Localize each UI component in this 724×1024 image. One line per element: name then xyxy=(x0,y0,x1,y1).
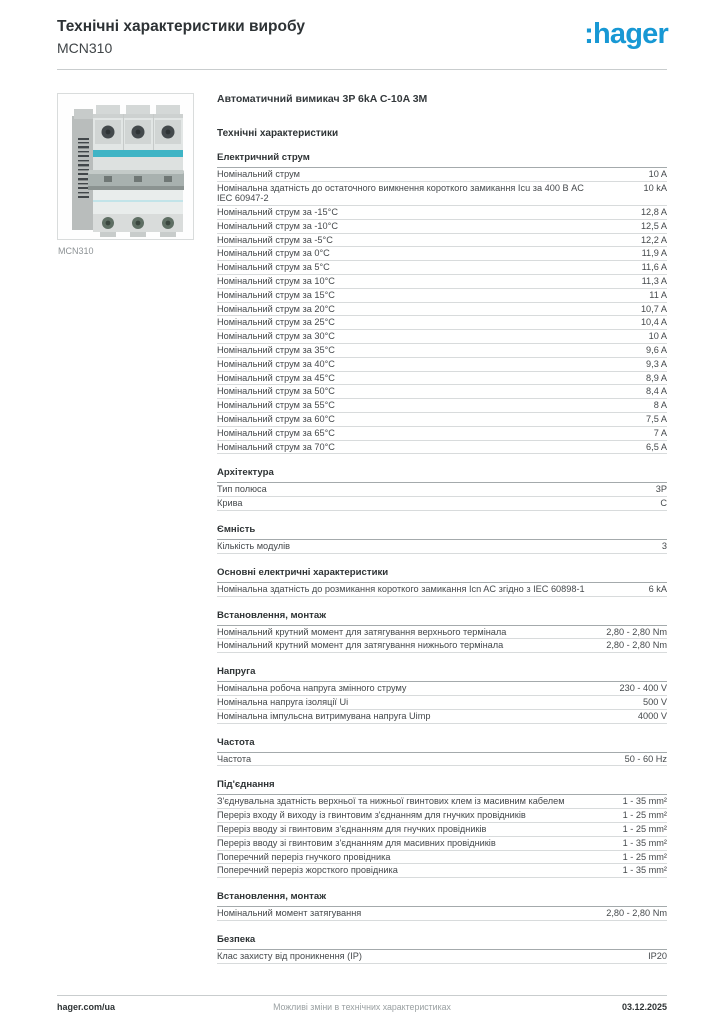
spec-row-label: Номінальний струм за 5°C xyxy=(217,262,330,273)
spec-row-label: Номінальний струм за -15°C xyxy=(217,207,338,218)
spec-row-value: 1 - 35 mm² xyxy=(622,865,667,876)
spec-row-label: Кількість модулів xyxy=(217,541,291,552)
spec-row xyxy=(217,583,667,597)
spec-row-label: Поперечний переріз гнучкого провідника xyxy=(217,851,391,862)
spec-row-label: Переріз вводу зі гвинтовим з'єднанням для гнучких провідників xyxy=(217,824,487,834)
spec-row xyxy=(217,316,667,330)
spec-row xyxy=(217,247,667,261)
spec-row-label: Номінальна напруга ізоляції Ui xyxy=(217,697,349,708)
spec-row-value: 10 A xyxy=(648,331,667,342)
spec-row xyxy=(217,372,667,386)
spec-row xyxy=(217,864,667,878)
spec-row-value: 12,8 A xyxy=(640,207,667,218)
spec-row xyxy=(217,851,667,865)
spec-row-value: 12,5 A xyxy=(640,220,667,231)
spec-row xyxy=(217,441,667,455)
spec-row-value: 9,6 A xyxy=(646,345,667,356)
spec-row-label: Номінальний струм за 55°C xyxy=(217,400,335,411)
spec-row-value: 1 - 25 mm² xyxy=(622,851,667,862)
spec-row xyxy=(217,234,667,248)
footer-website-link[interactable]: hager.com/ua xyxy=(57,1002,116,1012)
spec-sections xyxy=(217,152,667,964)
spec-row-value: 11,9 A xyxy=(641,248,667,259)
spec-section xyxy=(217,934,667,964)
spec-row-value: 6 kA xyxy=(648,583,667,594)
spec-row-label: Номінальна здатність до розмикання короткого замикання Icn AC згідно з IEC 60898-1 xyxy=(217,583,585,594)
spec-row xyxy=(217,330,667,344)
spec-row xyxy=(217,682,667,696)
spec-row-label: Номінальний струм за 65°C xyxy=(217,427,335,438)
spec-row-label: Номінальний момент затягування xyxy=(217,908,362,919)
spec-row-label: Тип полюса xyxy=(217,484,267,495)
spec-section xyxy=(217,524,667,554)
spec-row xyxy=(217,626,667,640)
spec-row xyxy=(217,907,667,921)
spec-row-value: 8,4 A xyxy=(646,386,667,397)
spec-row-label: Переріз входу й виходу із гвинтовим з'єднанням для гнучких провідників xyxy=(217,810,526,821)
specs-column xyxy=(217,93,667,964)
spec-row-label: Поперечний переріз жорсткого провідника xyxy=(217,865,398,876)
spec-section xyxy=(217,467,667,511)
spec-row-value: 10 A xyxy=(648,169,667,179)
spec-row-value: 3P xyxy=(655,484,667,495)
spec-row xyxy=(217,168,667,182)
header-divider xyxy=(57,69,667,70)
footer-disclaimer: Можливі зміни в технічних характеристиках xyxy=(273,1002,451,1012)
spec-section-title: Архітектура xyxy=(217,467,667,483)
spec-row-label: Номінальний струм за 20°C xyxy=(217,303,335,314)
spec-row xyxy=(217,206,667,220)
spec-row-value: 4000 V xyxy=(637,710,667,721)
spec-row-value: 7,5 A xyxy=(646,414,667,425)
spec-row-value: C xyxy=(660,498,667,509)
spec-row-label: Номінальна робоча напруга змінного струму xyxy=(217,683,407,694)
spec-row-label: Номінальний струм за 35°C xyxy=(217,345,335,356)
spec-row-label: Номінальний струм за 50°C xyxy=(217,386,335,397)
spec-section xyxy=(217,737,667,767)
spec-row-label: Номінальний крутний момент для затягування верхнього термінала xyxy=(217,626,507,637)
spec-row-value: 1 - 25 mm² xyxy=(622,824,667,834)
spec-row-label: Номінальний струм за 30°C xyxy=(217,331,335,342)
spec-row-label: Номінальний струм за 60°C xyxy=(217,414,335,425)
spec-row xyxy=(217,220,667,234)
product-name: Автоматичний вимикач 3P 6kA C-10A 3M xyxy=(217,93,428,105)
spec-row-value: 1 - 35 mm² xyxy=(622,796,667,807)
spec-section xyxy=(217,891,667,921)
spec-row-value: 2,80 - 2,80 Nm xyxy=(606,640,667,651)
spec-row xyxy=(217,540,667,554)
spec-row-value: 7 A xyxy=(653,427,667,438)
spec-row-value: 1 - 25 mm² xyxy=(622,810,667,821)
spec-row-label: Крива xyxy=(217,498,243,509)
spec-row xyxy=(217,696,667,710)
spec-row xyxy=(217,483,667,497)
spec-row-value: 3 xyxy=(661,541,667,552)
spec-row xyxy=(217,303,667,317)
spec-row xyxy=(217,497,667,511)
spec-row-value: IP20 xyxy=(648,950,667,961)
spec-row-label: Номінальний струм за 10°C xyxy=(217,276,335,287)
specs-title: Технічні характеристики xyxy=(217,128,339,139)
spec-section-title: Частота xyxy=(217,737,667,753)
spec-row-label: З'єднувальна здатність верхньої та нижньої гвинтових клем із масивним кабелем xyxy=(217,796,565,807)
spec-row xyxy=(217,385,667,399)
spec-row-label: Номінальний струм за -10°C xyxy=(217,220,338,231)
spec-row xyxy=(217,399,667,413)
spec-row-value: 11,3 A xyxy=(641,276,667,287)
spec-row-value: 11,6 A xyxy=(641,262,667,273)
spec-row-value: 500 V xyxy=(642,697,667,708)
spec-row xyxy=(217,261,667,275)
spec-row-value: 8,9 A xyxy=(646,372,667,383)
spec-row-value: 2,80 - 2,80 Nm xyxy=(606,908,667,919)
spec-row-value: 10,7 A xyxy=(640,303,667,314)
spec-section-title: Напруга xyxy=(217,666,667,682)
product-reference: MCN310 xyxy=(57,40,113,56)
product-image xyxy=(57,93,194,240)
spec-row xyxy=(217,710,667,724)
spec-row-value: 10,4 A xyxy=(640,317,667,328)
spec-section xyxy=(217,666,667,723)
spec-row-label: Номінальна здатність до остаточного вимкнення короткого замикання Icu за 400 В AC IEC 60947-2 xyxy=(217,182,584,204)
spec-section-title: Ємність xyxy=(217,524,667,540)
spec-section-title: Встановлення, монтаж xyxy=(217,610,667,626)
spec-row-label: Номінальний струм xyxy=(217,169,300,179)
spec-section xyxy=(217,152,667,454)
spec-row-label: Номінальний струм за 45°C xyxy=(217,372,335,383)
spec-section xyxy=(217,779,667,878)
spec-row-label: Частота xyxy=(217,753,252,764)
spec-section xyxy=(217,567,667,597)
spec-row-value: 10 kA xyxy=(643,182,667,193)
spec-row xyxy=(217,950,667,964)
spec-row xyxy=(217,809,667,823)
spec-row-value: 9,3 A xyxy=(646,358,667,369)
product-image-caption: MCN310 xyxy=(58,246,94,256)
spec-row-label: Номінальний струм за -5°C xyxy=(217,234,333,245)
spec-section-title: Основні електричні характеристики xyxy=(217,567,667,583)
spec-row-value: 12,2 A xyxy=(640,234,667,245)
spec-row-value: 6,5 A xyxy=(646,441,667,452)
spec-row-value: 50 - 60 Hz xyxy=(624,753,667,764)
spec-row-value: 230 - 400 V xyxy=(619,683,667,694)
spec-section-title: Безпека xyxy=(217,934,667,950)
spec-row xyxy=(217,289,667,303)
spec-row-label: Номінальний струм за 0°C xyxy=(217,248,330,259)
spec-row-value: 11 A xyxy=(649,289,667,300)
spec-row xyxy=(217,823,667,837)
footer-date: 03.12.2025 xyxy=(621,1002,667,1012)
spec-row xyxy=(217,795,667,809)
hager-logo: :hager xyxy=(584,18,668,50)
spec-row xyxy=(217,753,667,767)
spec-row-value: 1 - 35 mm² xyxy=(622,837,667,848)
spec-section-title: Встановлення, монтаж xyxy=(217,891,667,907)
spec-row-label: Переріз вводу зі гвинтовим з'єднанням для масивних провідників xyxy=(217,837,496,848)
spec-row-label: Номінальний струм за 70°C xyxy=(217,441,335,452)
spec-row-label: Номінальний струм за 15°C xyxy=(217,289,335,300)
footer-divider xyxy=(57,995,667,996)
spec-row-label: Номінальний струм за 25°C xyxy=(217,317,335,328)
spec-row xyxy=(217,413,667,427)
spec-section xyxy=(217,610,667,654)
spec-row xyxy=(217,837,667,851)
spec-row-label: Номінальний крутний момент для затягування нижнього термінала xyxy=(217,640,504,651)
spec-row xyxy=(217,358,667,372)
circuit-breaker-illustration xyxy=(58,94,193,239)
spec-row xyxy=(217,639,667,653)
spec-section-title: Під'єднання xyxy=(217,779,667,795)
spec-row-label: Номінальна імпульсна витримувана напруга Uimp xyxy=(217,710,431,721)
spec-row-label: Номінальний струм за 40°C xyxy=(217,358,335,369)
spec-row-label: Клас захисту від проникнення (IP) xyxy=(217,950,362,961)
spec-section-title: Електричний струм xyxy=(217,152,667,168)
page-title: Технічні характеристики виробу xyxy=(57,18,305,35)
spec-row xyxy=(217,344,667,358)
spec-row xyxy=(217,427,667,441)
spec-row xyxy=(217,182,667,206)
spec-row-value: 2,80 - 2,80 Nm xyxy=(606,626,667,637)
spec-row xyxy=(217,275,667,289)
spec-row-value: 8 A xyxy=(653,400,667,411)
